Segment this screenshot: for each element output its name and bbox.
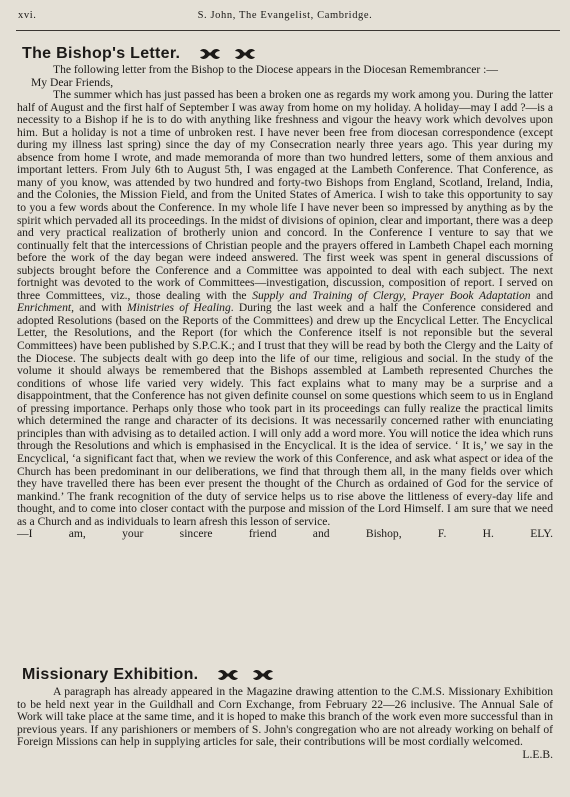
committee-name: Supply and Training of Clergy, Prayer Book Adaptation — [252, 288, 531, 302]
committee-name: Enrichment — [17, 301, 72, 315]
letter-intro: The following letter from the Bishop to the Diocese appears in the Diocesan Remembrancer :— — [53, 63, 498, 76]
letter-text-part: The summer which has just passed has been a broken one as regards my work among you. During the latter half of August and the first half of September I was away from home on my holiday. A holiday—may I add ?—is a necessity to a Bishop if he is to do with anything like freshness and vigour the heavy work which devolves upon him. But a holiday is not a time of unbroken rest. I have never been free from diocesan correspondence (except during my illness last spring) since the day of my Consecration nearly three years ago. This year during my absence from home I wrote, and made memoranda of more than two hundred letters, some of them anxious and important letters. From July 6th to August 5th, I was engaged at the Lambeth Conference. That Conference, as many of you know, was attended by two hundred and forty-two Bishops from England, Scotland, Ireland, India, and the Colonies, the Mission Field, and from the United States of America. I wish to take this opportunity to say to you a few words about the Conference. In my whole life I have never been so impressed by anything as by the spirit which pervaded all its proceedings. In the midst of divisions of opinion, clear and important, there was a deep and very practical realization of brotherly union and concord. In the Conference I venture to say that we continually felt that the intercessions of Christian people and the prayers offered in Lambeth Chapel each morning before the work of the day began were indeed answered. The first week was spent in general discussions of subjects brought before the Conference and a Committee was appointed to deal with each subject. The next fortnight was devoted to the work of Committees—investigation, discussion, composition of report. I served on three Committees, viz., those dealing with the — [17, 88, 553, 302]
missionary-body — [17, 686, 553, 761]
committee-name: Ministries of Healing — [126, 301, 231, 315]
letter-signoff — [17, 528, 553, 541]
missionary-initials: L.E.B. — [522, 747, 553, 761]
header-rule — [16, 30, 560, 31]
fleuron-icon — [252, 668, 274, 682]
letter-heading — [22, 45, 256, 63]
missionary-heading — [22, 666, 274, 684]
letter-heading-text: The Bishop's Letter. — [22, 45, 181, 62]
running-head — [18, 10, 552, 24]
letter-signature: F. H. ELY. — [437, 527, 553, 541]
page-number: xvi. — [18, 10, 37, 21]
letter-text-part: , and with — [71, 301, 127, 315]
missionary-heading-text: Missionary Exhibition. — [22, 666, 199, 683]
letter-closing: —I am, your sincere friend and Bishop, — [17, 527, 402, 541]
missionary-text: A paragraph has already appeared in the Magazine drawing attention to the C.M.S. Missionary Exhibition to be held next year in the Guildhall and Corn Exchange, from February 22—26 inclusive. The Annual Sale of Work will take place at the same time, and it is hoped to make this branch of the work even more successful than in previous years. If any parishioners or members of S. John's congregation who are not already working on behalf of Foreign Missions can help in supplying articles for sale, their contributions will be most cordially welcomed. — [17, 685, 553, 749]
letter-salutation: My Dear Friends, — [31, 75, 114, 89]
fleuron-icon — [199, 47, 221, 61]
fleuron-icon — [234, 47, 256, 61]
fleuron-icon — [217, 668, 239, 682]
letter-text — [17, 89, 553, 528]
letter-text-part: and — [530, 288, 553, 302]
letter-body — [17, 64, 553, 541]
running-title: S. John, The Evangelist, Cambridge. — [197, 10, 373, 21]
letter-text-part: . During the last week and a half the Conference considered and adopted Resolutions (based on the Reports of the Committees) and drew up the Encyclical Letter. The Encyclical Letter, the Resolutions, and the Report (for which the Conference itself is not reponsible but the several Committees) have been published by S.P.C.K.; and I trust that they will be read by both the Clergy and the Laity of the Diocese. The subjects dealt with go deep into the life of our time, religious and social. In the study of the volume it should always be remembered that the Bishops assembled at Lambeth represented Churches the conditions of whose life varied very widely. This fact explains what to many may be a surprise and a disappointment, that the Conference has not given definite counsel on some questions which seem to us in England of pressing importance. Perhaps only those who took part in its proceedings can fully realize the practical limits which determined the range and character of its decisions. It was necessarily concerned rather with enunciating principles than with advising as to detailed action. I will only add a word more. You will notice the idea which runs through the Resolutions and which is emphasised in the Encyclical. It is the idea of service. ‘ It is,’ we say in the Encyclical, ‘a significant fact that, when we review the work of this Conference, and ask what aspect or idea of the Church has been predominant in our deliberations, we find that through them all, in the many fields over which they have travelled there has been ever present the thought of the Church as ordained of God for the service of mankind.’ The frank recognition of the duty of service helps us to rise above the littleness of every-day life and thought, and to come into closer contact with the purpose and mission of the Lord Himself. I am sure that we need as a Church and as individuals to learn afresh this lesson of service. — [17, 301, 553, 528]
